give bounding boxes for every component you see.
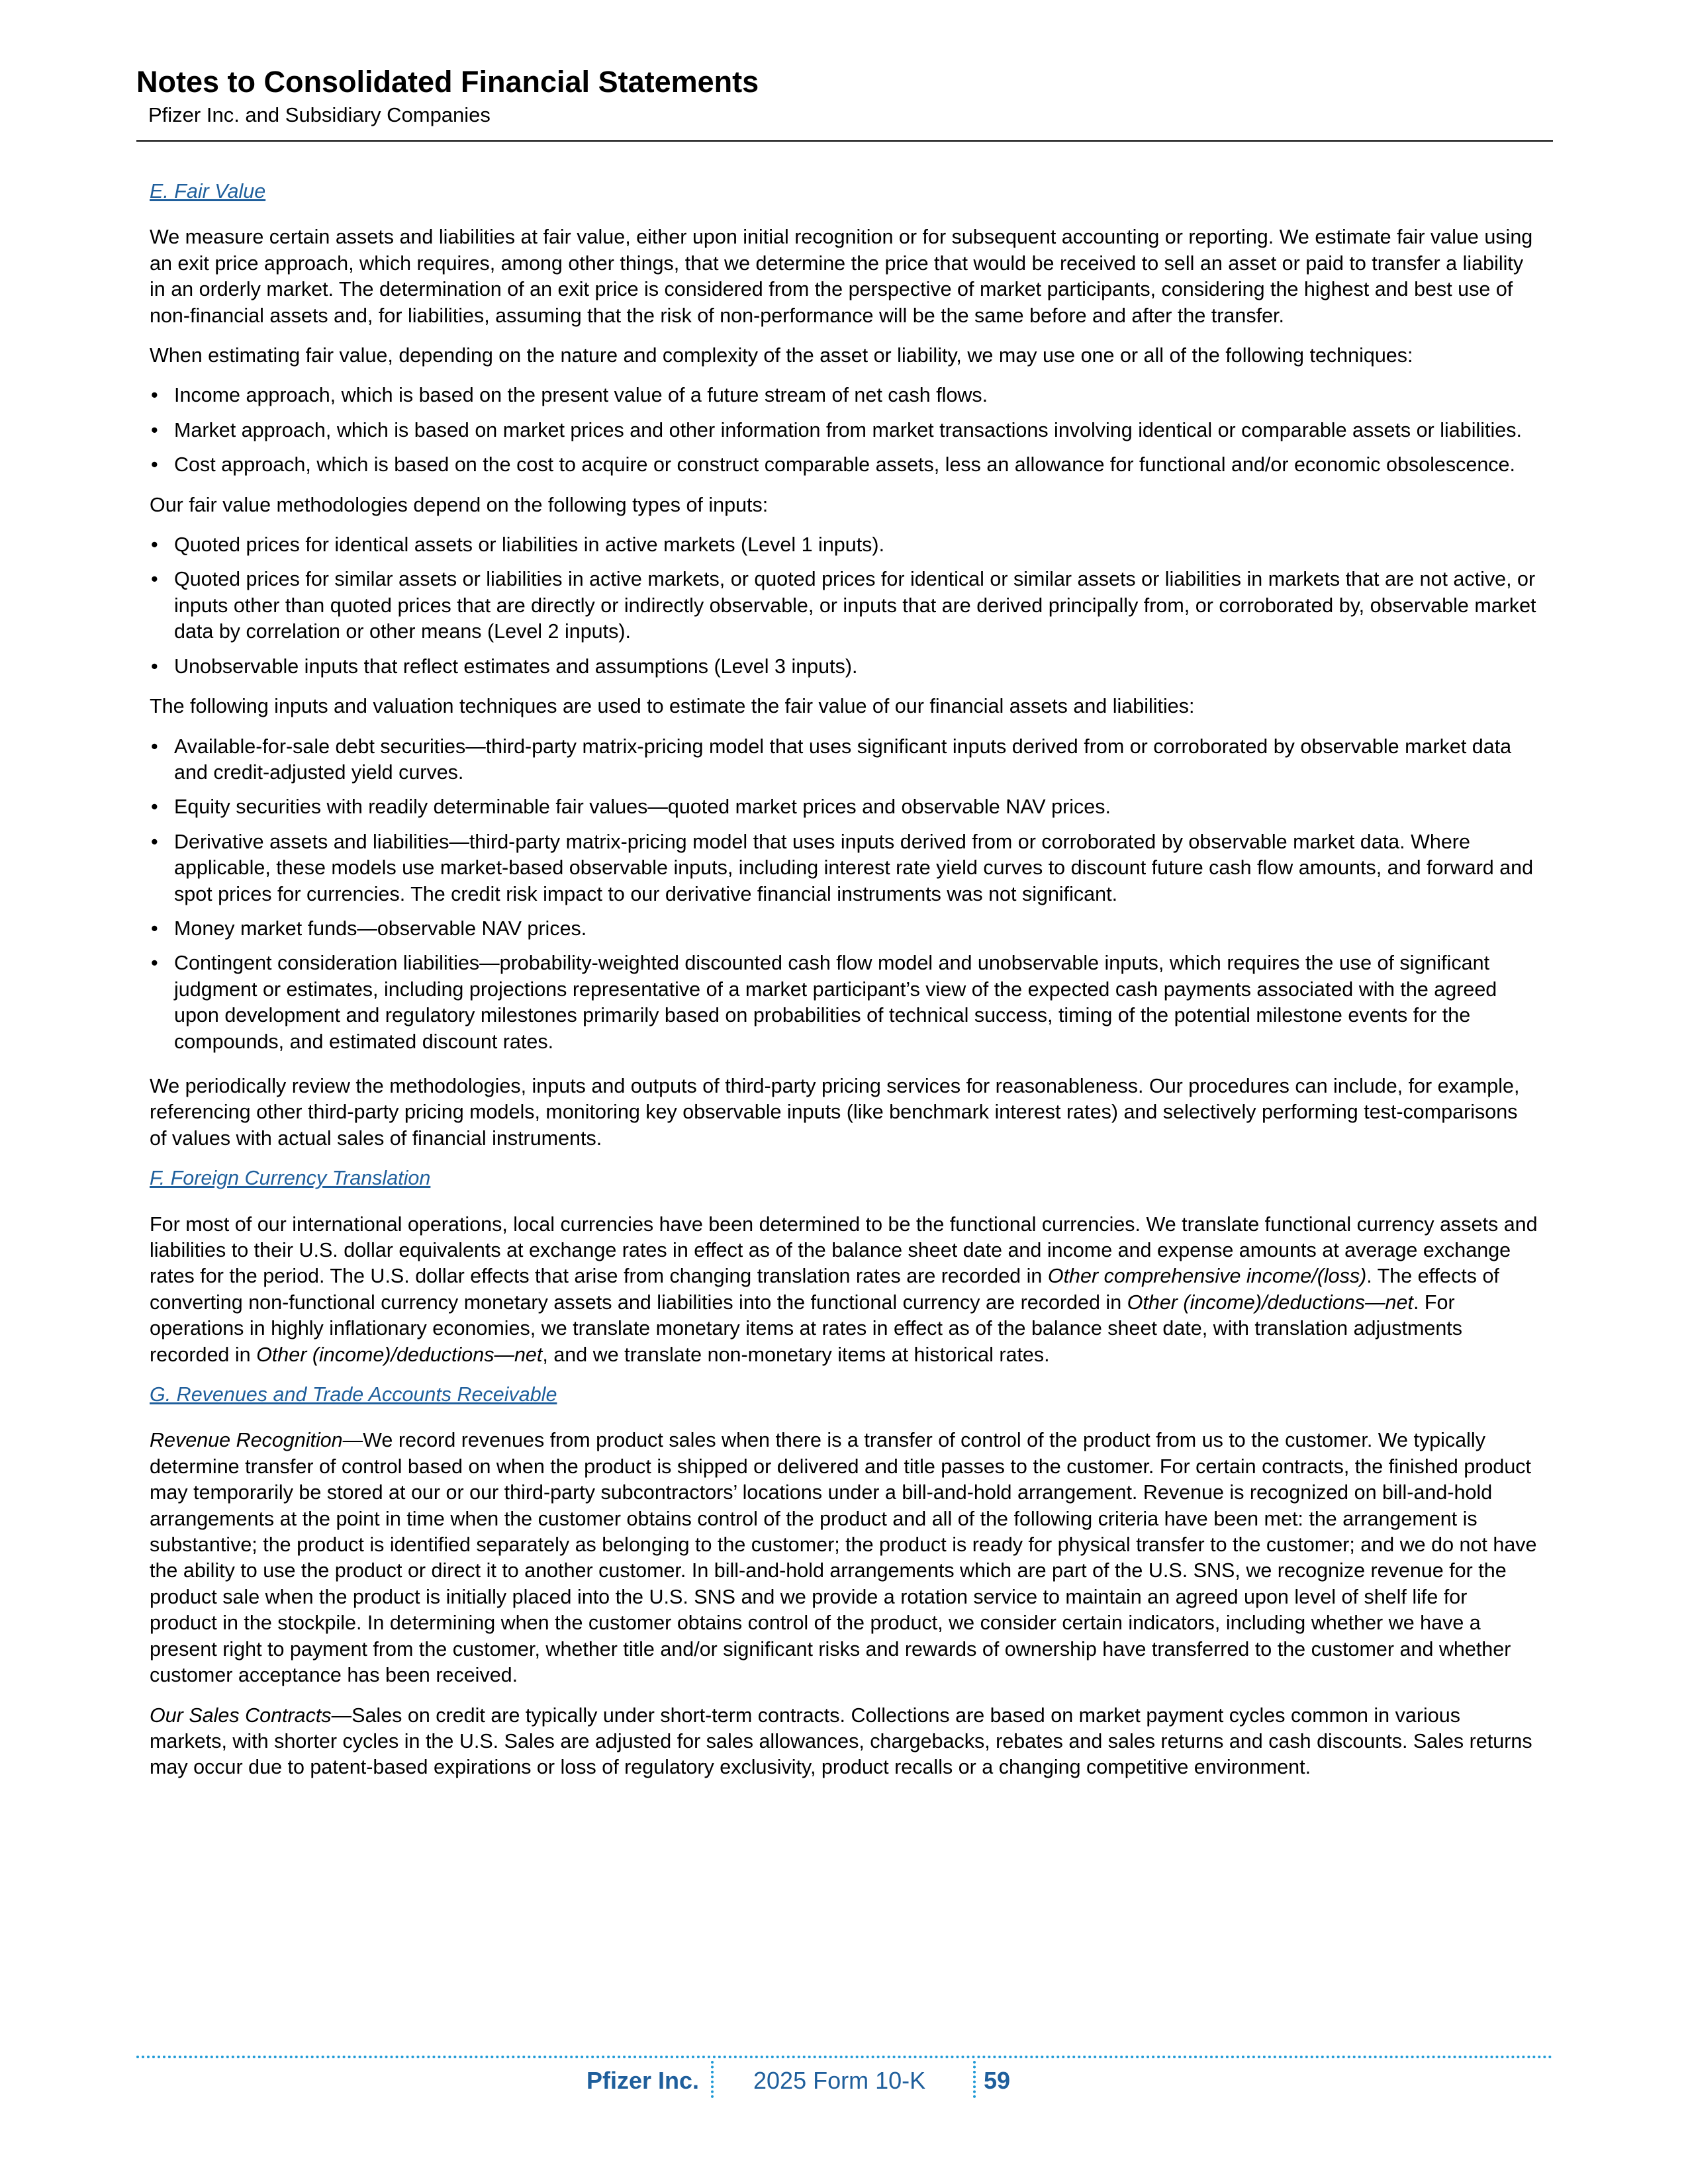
paragraph: We periodically review the methodologies, inputs and outputs of third-party pricing services for reasonableness. Our procedures can include, for example, referencing other third-party pricing models, monitoring key observable inputs (like benchmark interest rates) and selectively performing test-comparisons of values with actual sales of financial instruments. <box>150 1074 1520 1150</box>
paragraph: When estimating fair value, depending on the nature and complexity of the asset or liability, we may use one or all of the following techniques: <box>150 344 1413 367</box>
italic-term: Other comprehensive income/(loss) <box>1047 1265 1367 1288</box>
header-divider <box>136 140 1553 142</box>
list-item: • Quoted prices for similar assets or liabilities in active markets, or quoted prices for identical or similar assets or liabilities in markets that are not active, or inputs other than quoted prices that are directly or indirectly observable, or inputs that are derived principally from, or corroborated by, observable market data by correlation or other means (Level 2 inputs). <box>150 567 1540 645</box>
sales-contracts-paragraph <box>150 1703 1540 1781</box>
valuation-list <box>150 734 1540 1055</box>
section-heading-revenues[interactable]: G. Revenues and Trade Accounts Receivable <box>150 1383 557 1406</box>
text-run: For most of our international operations, local currencies have been determined to be the functional currencies. We translate functional currency assets and liabilities to their U.S. dollar equivalents at exchange rates in effect as of the balance sheet date and income and expense amounts at average exchange rates for the period. The U.S. dollar effects that arise from changing translation rates are recorded in <box>150 1212 1538 1288</box>
text-run: . For operations in highly inflationary economies, we translate monetary items at rates in effect as of the balance sheet date, with translation adjustments recorded in <box>150 1291 1463 1366</box>
list-item: • Available-for-sale debt securities—third-party matrix-pricing model that uses significant inputs derived from or corroborated by observable market data and credit-adjusted yield curves. <box>150 734 1540 786</box>
footer-separator <box>973 2061 976 2098</box>
section-heading-foreign-currency[interactable]: F. Foreign Currency Translation <box>150 1167 431 1190</box>
list-item: • Market approach, which is based on market prices and other information from market transactions involving identical or comparable assets or liabilities. <box>150 418 1540 443</box>
italic-term: Revenue Recognition <box>150 1429 343 1452</box>
paragraph: The following inputs and valuation techniques are used to estimate the fair value of our financial assets and liabilities: <box>150 695 1195 718</box>
paragraph: We measure certain assets and liabilities at fair value, either upon initial recognition or for subsequent accounting or reporting. We estimate fair value using an exit price approach, which requires, among other things, that we determine the price that would be received to sell an asset or paid to transfer a liability in an orderly market. The determination of an exit price is considered from the perspective of market participants, considering the highest and best use of non-financial assets and, for liabilities, assuming that the risk of non-performance will be the same before and after the transfer. <box>150 226 1533 327</box>
list-item: • Income approach, which is based on the present value of a future stream of net cash flows. <box>150 383 1540 408</box>
list-item: • Derivative assets and liabilities—third-party matrix-pricing model that uses inputs derived from or corroborated by observable market data. Where applicable, these models use market-based observable inputs, including interest rate yield curves to discount future cash flow amounts, and forward and spot prices for currencies. The credit risk impact to our derivative financial instruments was not significant. <box>150 829 1540 907</box>
list-item: • Contingent consideration liabilities—probability-weighted discounted cash flow model and unobservable inputs, which requires the use of significant judgment or estimates, including projections representative of a market participant’s view of the expected cash payments associated with the agreed upon development and regulatory milestones primarily based on probabilities of technical success, timing of the potential milestone events for the compounds, and estimated discount rates. <box>150 950 1540 1055</box>
document-body <box>150 179 1540 1795</box>
text-run: —Sales on credit are typically under short-term contracts. Collections are based on market payment cycles common in various markets, with shorter cycles in the U.S. Sales are adjusted for sales allowances, chargebacks, rebates and sales returns and cash discounts. Sales returns may occur due to patent-based expirations or loss of regulatory exclusivity, product recalls or a changing competitive environment. <box>150 1704 1532 1779</box>
paragraph: Our fair value methodologies depend on the following types of inputs: <box>150 493 769 516</box>
italic-term: Other (income)/deductions—net <box>1127 1291 1413 1314</box>
techniques-list <box>150 383 1540 478</box>
list-item: • Cost approach, which is based on the cost to acquire or construct comparable assets, less an allowance for functional and/or economic obsolescence. <box>150 452 1540 478</box>
page-footer <box>0 2061 1688 2101</box>
page-subtitle: Pfizer Inc. and Subsidiary Companies <box>148 103 491 126</box>
text-run: —We record revenues from product sales when there is a transfer of control of the product from us to the customer. We typically determine transfer of control based on when the product is shipped or delivered and title passes to the customer. For certain contracts, the finished product may temporarily be stored at our or our third-party subcontractors’ locations under a bill-and-hold arrangement. Revenue is recognized on bill-and-hold arrangements at the point in time when the customer obtains control of the product and all of the following criteria have been met: the arrangement is substantive; the product is identified separately as belonging to the customer; the product is ready for physical transfer to the customer; and we do not have the ability to use the product or direct it to another customer. In bill-and-hold arrangements which are part of the U.S. SNS, we recognize revenue for the product sale when the product is initially placed into the U.S. SNS and we provide a rotation service to maintain an agreed upon level of shelf life for product in the stockpile. In determining when the customer obtains control of the product, we consider certain indicators, including whether we have a present right to payment from the customer, whether title and/or significant risks and rewards of ownership have transferred to the customer and whether customer acceptance has been received. <box>150 1429 1537 1687</box>
section-heading-fair-value[interactable]: E. Fair Value <box>150 180 266 203</box>
page-header <box>136 64 1553 128</box>
list-item: • Equity securities with readily determinable fair values—quoted market prices and observable NAV prices. <box>150 794 1540 820</box>
text-run: . The effects of converting non-functional currency monetary assets and liabilities into the functional currency are recorded in <box>150 1265 1499 1314</box>
text-run: , and we translate non-monetary items at historical rates. <box>542 1343 1050 1366</box>
footer-company: Pfizer Inc. <box>586 2067 700 2094</box>
page-number: 59 <box>984 2067 1011 2094</box>
currency-paragraph <box>150 1212 1540 1368</box>
footer-divider <box>136 2056 1553 2058</box>
revenue-recognition-paragraph <box>150 1428 1540 1688</box>
list-item: • Money market funds—observable NAV prices. <box>150 916 1540 942</box>
list-item: • Quoted prices for identical assets or liabilities in active markets (Level 1 inputs). <box>150 532 1540 558</box>
list-item: • Unobservable inputs that reflect estimates and assumptions (Level 3 inputs). <box>150 654 1540 680</box>
italic-term: Our Sales Contracts <box>150 1704 332 1727</box>
page-title: Notes to Consolidated Financial Statements <box>136 65 759 99</box>
italic-term: Other (income)/deductions—net <box>256 1343 543 1366</box>
footer-form: 2025 Form 10-K <box>753 2067 926 2094</box>
inputs-list <box>150 532 1540 680</box>
footer-separator <box>711 2061 714 2098</box>
